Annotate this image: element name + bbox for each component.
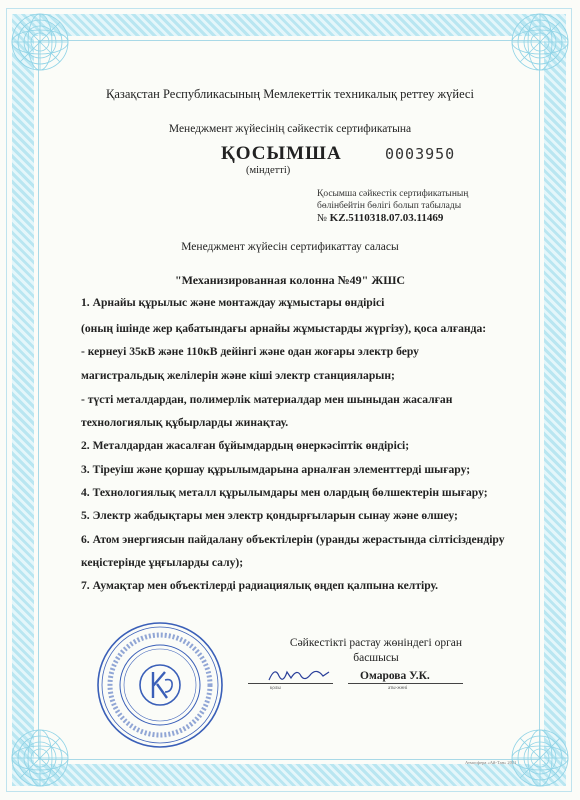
name-line [348,683,463,684]
organization-name: "Механизированная колонна №49" ЖШС [174,273,406,287]
certificate-title-line: Менеджмент жүйесінің сәйкестік сертификатына [168,123,412,135]
obligatory-note: (міндетті) [246,165,291,176]
reg-number-value: KZ.5110318.07.03.11469 [329,212,444,224]
name-caption: аты-жөні [388,686,408,691]
body-line: 1. Арнайы құрылыс және монтаждау жұмыстары өндірісі [81,296,385,309]
body-line: 7. Аумақтар мен объектілерді радиациялық өңдеп қалпына келтіру. [81,579,439,592]
corner-rosette-icon [8,726,72,790]
body-line: 5. Электр жабдықтары мен электр қондырғыларын сынау және өлшеу; [81,509,458,522]
body-line: - түсті металдардан, полимерлік материалдар мен шыныдан жасалған [81,393,453,406]
signature-caption: қолы [270,686,281,691]
body-line: (оның ішінде жер қабатындағы арнайы жұмыстарды жүргізу), қоса алғанда: [81,322,487,335]
body-line: технологиялық құбырларды жинақтау. [81,416,289,429]
printer-note: Атмосфера «Ай-Тан» 2011 [465,760,517,765]
corner-rosette-icon [508,726,572,790]
annex-note-line-2: бөлінбейтін бөлігі болып табылады [317,201,462,211]
annex-note-line-1: Қосымша сәйкестік сертификатының [317,189,469,199]
body-line: - кернеуі 35кВ және 110кВ дейінгі және одан жоғары электр беру [81,345,419,358]
body-line: 6. Атом энергиясын пайдалану объектілерін (уранды жерастында сілтісіздендіру [81,533,505,546]
page-title: ҚОСЫМША [221,143,342,164]
body-line: 3. Тіреуіш және қоршау құрылымдарына арналған элементтерді шығару; [81,463,471,476]
signature-line [248,683,333,684]
system-header: Қазақстан Республикасының Мемлекеттік техникалық реттеу жүйесі [106,87,474,101]
certification-area-title: Менеджмент жүйесін сертификаттау саласы [181,241,399,253]
annex-note [317,188,468,212]
official-stamp-icon [95,620,225,750]
registration-number [317,212,443,224]
corner-rosette-icon [8,10,72,74]
signer-name: Омарова У.К. [360,670,430,682]
signature-title: Сәйкестікті растау жөніндегі орган басшысы [289,637,463,664]
body-line: 4. Технологиялық металл құрылымдары мен олардың бөлшектерін шығару; [81,486,488,499]
serial-number: 0003950 [385,145,456,163]
body-line: кеңістерінде ұңғыларды салу); [81,556,244,569]
body-line: 2. Металдардан жасалған бұйымдардың өнеркәсіптік өндірісі; [81,439,410,452]
body-line: магистральдық желілерін және кіші электр станцияларын; [81,369,395,382]
reg-prefix: № [317,213,328,224]
corner-rosette-icon [508,10,572,74]
